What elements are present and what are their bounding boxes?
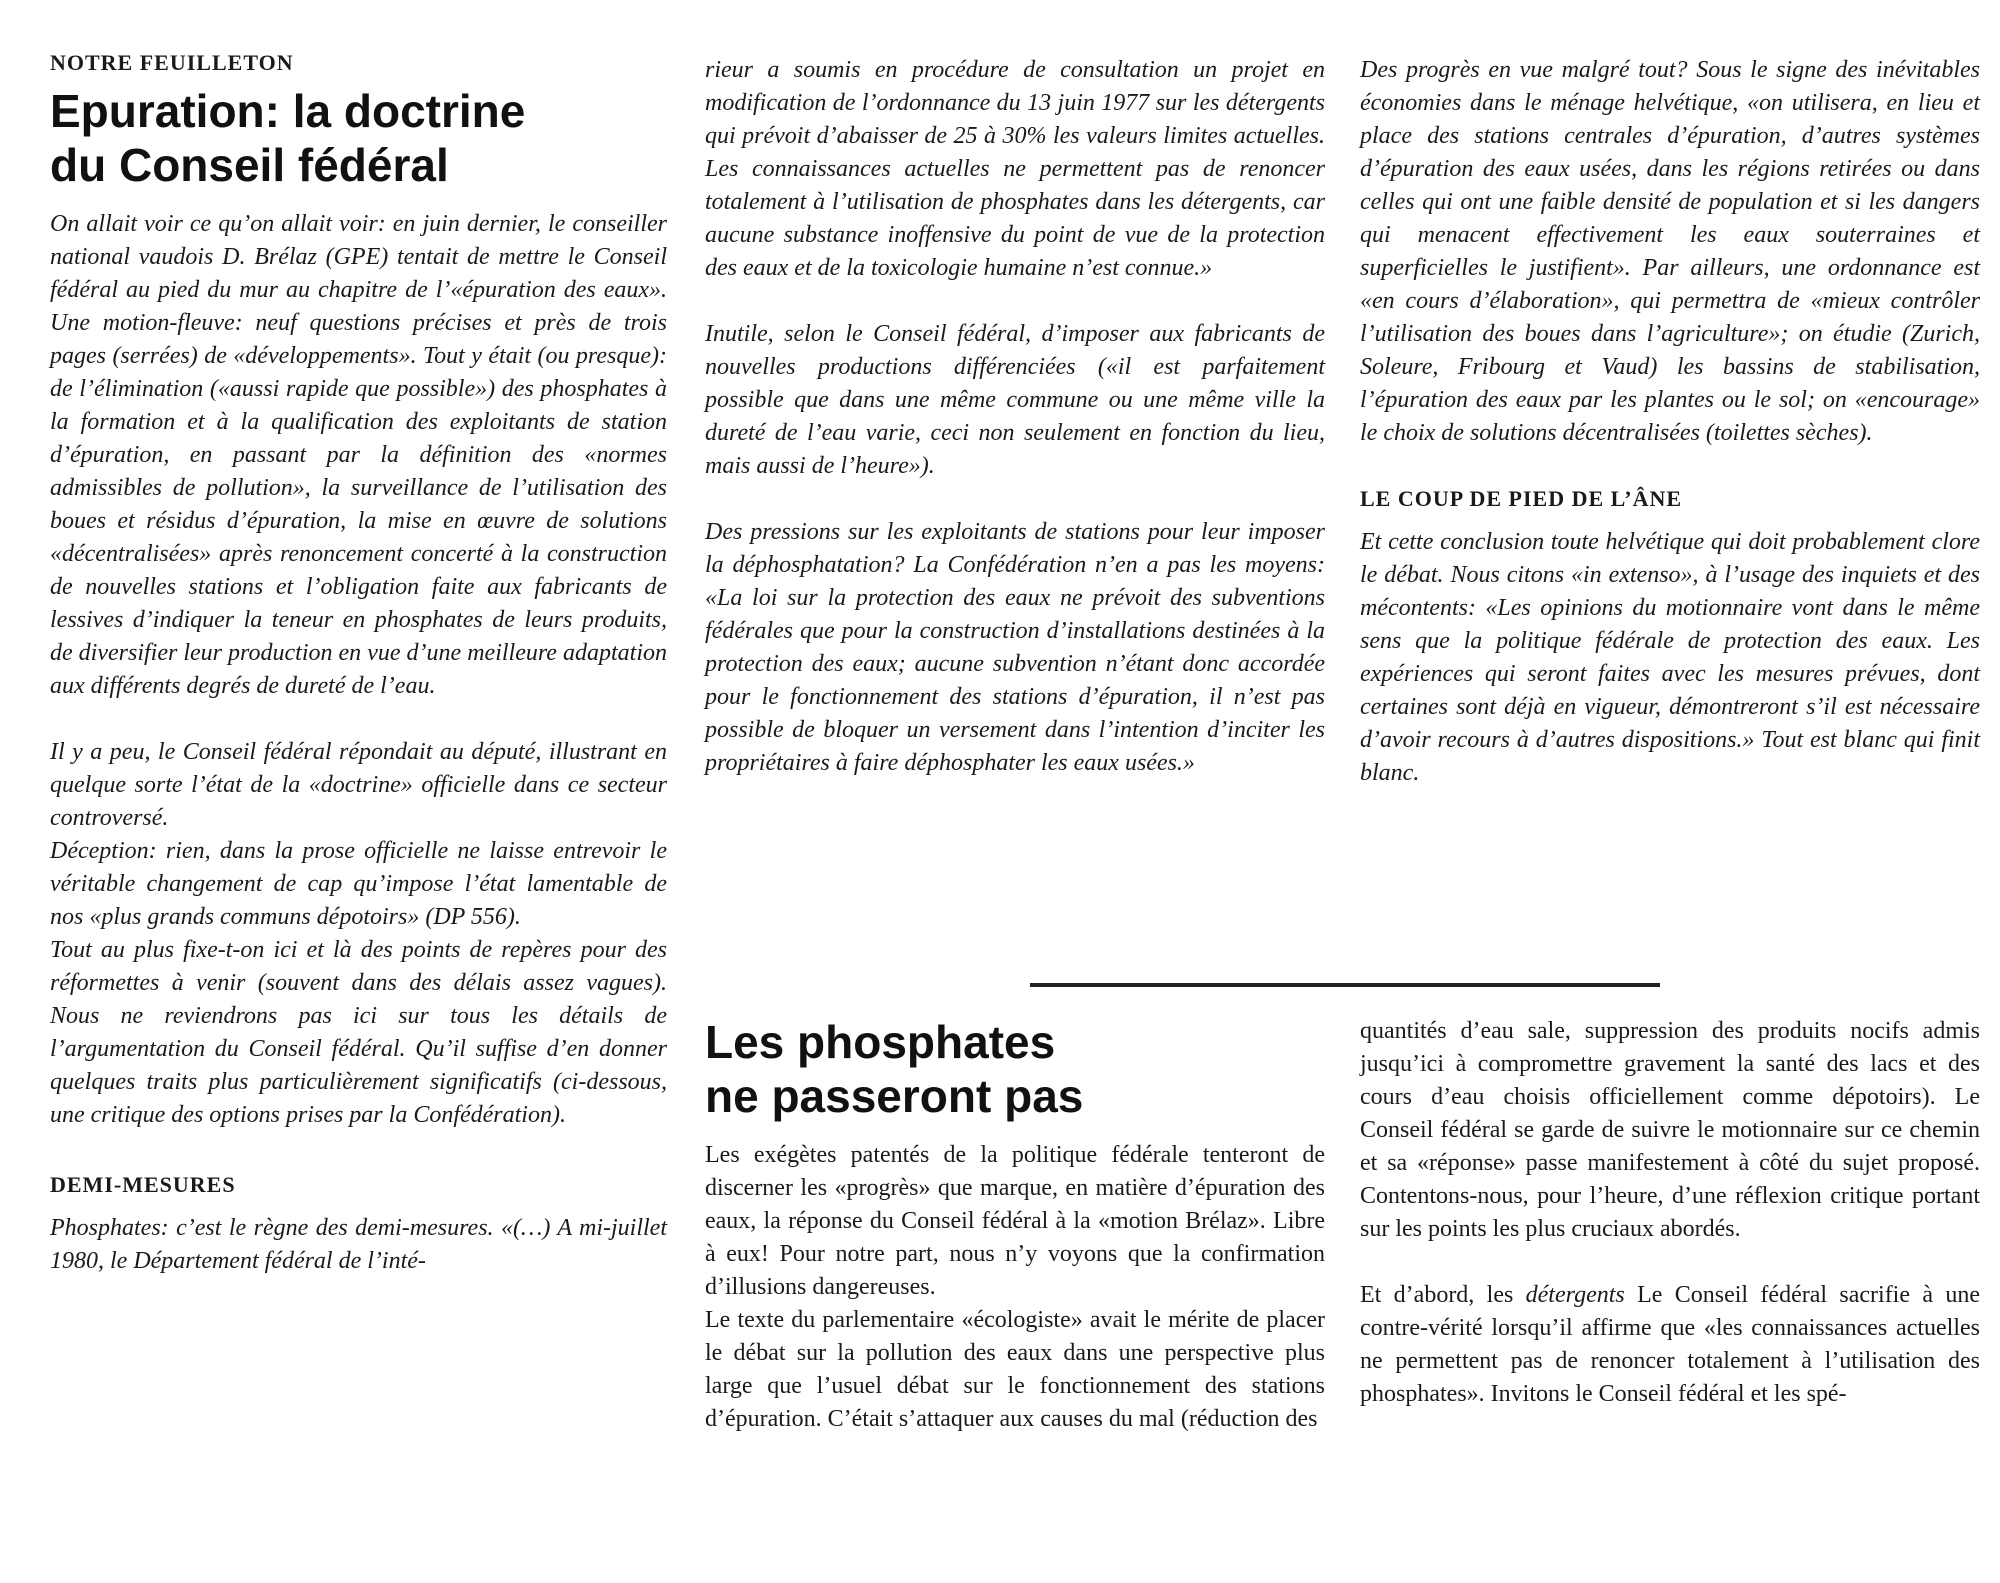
article2-paragraph-2: Le texte du parlementaire «écologiste» avait le mérite de placer le débat sur la pollution des eaux dans une perspective plus large que l’usuel débat sur le fonctionnement des stations d’épuration. C’était s’attaquer aux causes du mal (réduction des [705,1307,1325,1432]
article2-col2-p2-emphasis: détergents [1525,1282,1625,1308]
article2-col2-paragraph-1: quantités d’eau sale, suppression des produits nocifs admis jusqu’ici à compromettre gravement la santé des lacs et des cours d’eau choisis officiellement comme dépotoirs). Le Conseil fédéral se garde de suivre le motionnaire sur ce chemin et sa «réponse» passe manifestement à côté du sujet proposé. Contentons-nous, pour l’heure, d’une réflexion critique portant sur les points les plus cruciaux abordés. [1360,1018,1980,1242]
article1-column-2 [705,54,1325,780]
article1-col2-paragraph-1: rieur a soumis en procédure de consultation un projet en modification de l’ordonnance du 13 juin 1977 sur les détergents qui prévoit d’abaisser de 25 à 30% les valeurs limites actuelles. Les connaissances actuelles ne permettent pas de renoncer totalement à l’utilisation de phosphates dans les détergents, car aucune substance inoffensive du point de vue de la protection des eaux et de la toxicologie humaine n’est connue.» [705,57,1325,281]
article1-col3-paragraph-2: Et cette conclusion toute helvétique qui doit probablement clore le débat. Nous citons «in extenso», à l’usage des inquiets et des mécontents: «Les opinions du motionnaire vont dans le même sens que la politique fédérale de protection des eaux. Les expériences qui seront faites avec les mesures prévues, dont certaines sont déjà en vigueur, démontreront s’il est nécessaire d’avoir recours à d’autres dispositions.» Tout est blanc qui finit blanc. [1360,529,1980,786]
article1-paragraph-3: Déception: rien, dans la prose officielle ne laisse entrevoir le véritable changement de cap qu’impose l’état lamentable de nos «plus grands communs dépotoirs» (DP 556). [50,838,667,930]
article1-col2-paragraph-2: Inutile, selon le Conseil fédéral, d’imposer aux fabricants de nouvelles productions différenciées («il est parfaitement possible que dans une même commune ou une même ville la dureté de l’eau varie, ceci non seulement en fonction du lieu, mais aussi de l’heure»). [705,321,1325,479]
kicker: NOTRE FEUILLETON [50,50,294,75]
article1-paragraph-5: Phosphates: c’est le règne des demi-mesures. «(…) A mi-juillet 1980, le Département fédéral de l’inté- [50,1215,667,1274]
article1-paragraph-4: Tout au plus fixe-t-on ici et là des points de repères pour des réformettes à venir (souvent dans des délais assez vagues). Nous ne reviendrons pas ici sur tous les détails de l’argumentation du Conseil fédéral. Qu’il suffise d’en donner quelques traits plus particulièrement significatifs (ci-dessous, une critique des options prises par la Confédération). [50,937,667,1128]
subhead-demi-mesures: DEMI-MESURES [50,1172,236,1197]
article1-paragraph-1: On allait voir ce qu’on allait voir: en juin dernier, le conseiller national vaudois D. Brélaz (GPE) tentait de mettre le Conseil fédéral au pied du mur au chapitre de l’«épuration des eaux». Une motion-fleuve: neuf questions précises et près de trois pages (serrées) de «développements». Tout y était (ou presque): de l’élimination («aussi rapide que possible») des phosphates à la formation et à la qualification des exploitants de station d’épuration, en passant par la définition des «normes admissibles de pollution», la surveillance de l’utilisation des boues et résidus d’épuration, la mise en œuvre de solutions «décentralisées» après renoncement concerté à la construction de nouvelles stations et l’obligation faite aux fabricants de lessives d’indiquer la teneur en phosphates de leurs produits, de diversifier leur production en vue d’une meilleure adaptation aux différents degrés de dureté de l’eau. [50,211,667,699]
article2-headline-line1: Les phosphates [705,1016,1056,1068]
subhead-coup-de-pied: LE COUP DE PIED DE L’ÂNE [1360,486,1683,511]
article2-col2-p2-pre: Et d’abord, les [1360,1282,1526,1308]
article1-col2-paragraph-3: Des pressions sur les exploitants de stations pour leur imposer la déphosphatation? La Confédération n’en a pas les moyens: «La loi sur la protection des eaux ne prévoit des subventions fédérales que pour la construction d’installations destinées à la protection des eaux; aucune subvention n’étant donc accordée pour le fonctionnement des stations d’épuration, il n’est pas possible de bloquer un versement dans l’intention d’inciter les propriétaires à faire déphosphater les eaux usées.» [705,519,1325,776]
article2-headline-line2: ne passeront pas [705,1070,1084,1122]
article1-column-3 [1360,54,1980,790]
article1-headline-line2: du Conseil fédéral [50,139,449,191]
article2-column-1 [705,1015,1325,1436]
article1-col3-paragraph-1: Des progrès en vue malgré tout? Sous le signe des inévitables économies dans le ménage helvétique, «on utilisera, en lieu et place des stations centrales d’épuration, d’autres systèmes d’épuration des eaux usées, dans les régions retirées ou dans celles qui ont une faible densité de population et si les dangers qui menacent effectivement les eaux souterraines et superficielles le justifient». Par ailleurs, une ordonnance est «en cours d’élaboration», qui permettra de «mieux contrôler l’utilisation des boues dans l’agriculture»; on étudie (Zurich, Soleure, Fribourg et Vaud) les bassins de stabilisation, l’épuration des eaux par les plantes ou le sol; on «encourage» le choix de solutions décentralisées (toilettes sèches). [1360,57,1980,446]
article1-headline [50,84,667,192]
article2-headline [705,1015,1325,1123]
article2-col2-paragraph-2 [1360,1279,1980,1411]
article1-headline-line1: Epuration: la doctrine [50,85,526,137]
article2-paragraph-1: Les exégètes patentés de la politique fédérale tenteront de discerner les «progrès» que marque, en matière d’épuration des eaux, la réponse du Conseil fédéral à la «motion Brélaz». Libre à eux! Pour notre part, nous n’y voyons que la confirmation d’illusions dangereuses. [705,1142,1325,1300]
article1-column-1 [50,50,667,1278]
article2-column-2 [1360,1015,1980,1411]
section-divider-rule [1030,983,1660,987]
article1-paragraph-2: Il y a peu, le Conseil fédéral répondait au député, illustrant en quelque sorte l’état de la «doctrine» officielle dans ce secteur controversé. [50,739,667,831]
article2-col2-p2-post: Le Conseil fédéral sacrifie à une contre-vérité lorsqu’il affirme que «les connaissances actuelles ne permettent pas de renoncer totalement à l’utilisation des phosphates». Invitons le Conseil fédéral et les spé- [1360,1282,1980,1407]
